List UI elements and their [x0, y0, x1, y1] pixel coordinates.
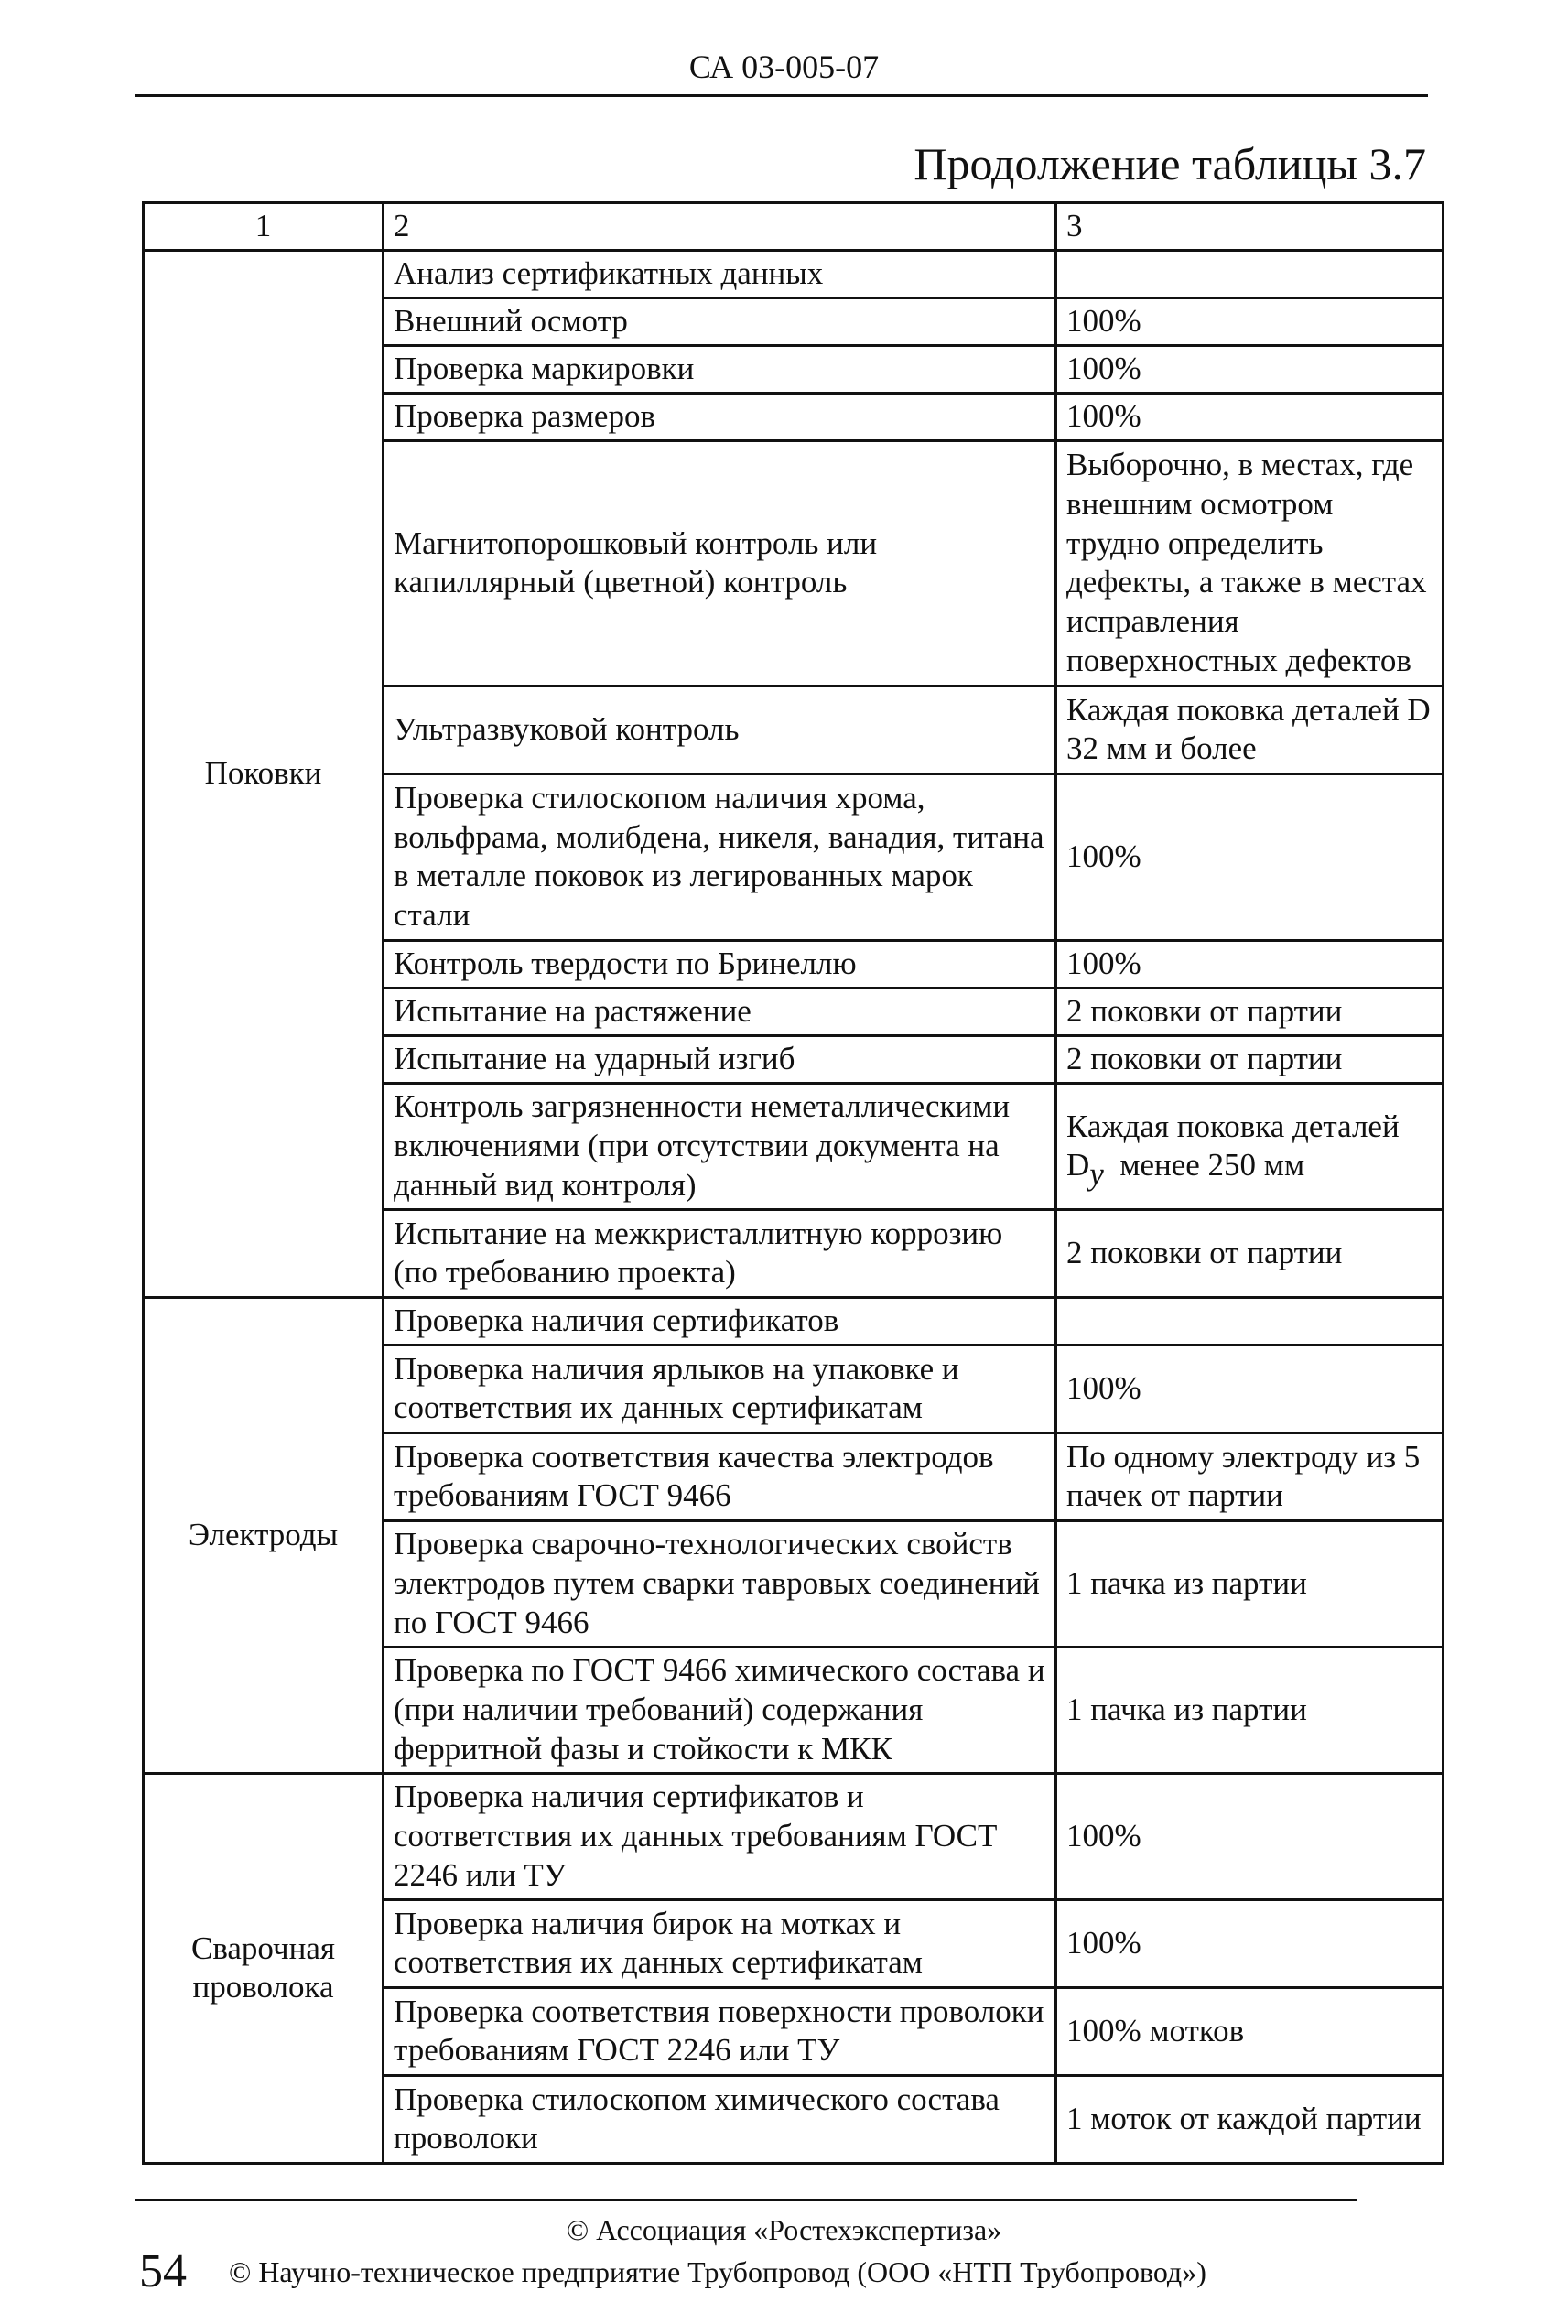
- check-cell: Ультразвуковой контроль: [384, 686, 1056, 773]
- check-cell: Проверка наличия ярлыков на упаковке и соответствия их данных сертификатам: [384, 1345, 1056, 1432]
- scope-cell: 100%: [1056, 393, 1444, 440]
- group-label-forgings: Поковки: [144, 250, 384, 1297]
- inspection-table: [142, 201, 1444, 2165]
- group-label-welding-wire: Сварочная проволока: [144, 1773, 384, 2163]
- table-row: [144, 1297, 1444, 1345]
- scope-cell: Каждая поковка деталей D 32 мм и более: [1056, 686, 1444, 773]
- diameter-subscript: y: [1089, 1156, 1104, 1193]
- diameter-symbol: D: [1066, 1147, 1090, 1184]
- check-cell: Проверка стилоскопом химического состава проволоки: [384, 2075, 1056, 2163]
- check-cell: Проверка соответствия качества электродов требованиям ГОСТ 9466: [384, 1432, 1056, 1520]
- scope-cell: 100%: [1056, 1899, 1444, 1987]
- table-caption: Продолжение таблицы 3.7: [914, 138, 1426, 189]
- check-cell: Проверка размеров: [384, 393, 1056, 440]
- table-header-row: [144, 203, 1444, 251]
- column-header: 1: [144, 203, 384, 251]
- check-cell: Испытание на межкристаллитную коррозию (по требованию проекта): [384, 1209, 1056, 1297]
- scope-cell: 2 поковки от партии: [1056, 1209, 1444, 1297]
- scope-cell: 2 поковки от партии: [1056, 1035, 1444, 1083]
- scope-cell: 100%: [1056, 1773, 1444, 1899]
- footer-rule: [135, 2199, 1357, 2201]
- diameter-limit: менее 250 мм: [1119, 1147, 1305, 1184]
- check-cell: Контроль загрязненности неметаллическими включениями (при отсутствии документа на данный вид контроля): [384, 1083, 1056, 1209]
- column-header: 2: [384, 203, 1056, 251]
- scope-cell: 1 моток от каждой партии: [1056, 2075, 1444, 2163]
- check-cell: Внешний осмотр: [384, 297, 1056, 345]
- scope-cell: 1 пачка из партии: [1056, 1647, 1444, 1773]
- check-cell: Проверка по ГОСТ 9466 химического состава и (при наличии требований) содержания ферритной фазы и стойкости к МКК: [384, 1647, 1056, 1773]
- copyright-association: © Ассоциация «Ростехэкспертиза»: [566, 2213, 1002, 2246]
- table-row: [144, 250, 1444, 297]
- scope-cell: 100%: [1056, 940, 1444, 988]
- copyright-enterprise: © Научно-техническое предприятие Трубопровод (ООО «НТП Трубопровод»): [229, 2255, 1206, 2288]
- scope-cell: [1056, 1297, 1444, 1345]
- scope-cell: [1056, 250, 1444, 297]
- scope-cell: [1056, 1083, 1444, 1209]
- group-label-electrodes: Электроды: [144, 1297, 384, 1773]
- check-cell: Контроль твердости по Бринеллю: [384, 940, 1056, 988]
- scope-cell: 100%: [1056, 297, 1444, 345]
- check-cell: Проверка маркировки: [384, 345, 1056, 393]
- check-cell: Проверка наличия сертификатов и соответствия их данных требованиям ГОСТ 2246 или ТУ: [384, 1773, 1056, 1899]
- scope-cell: 100%: [1056, 345, 1444, 393]
- scope-cell: 100%: [1056, 773, 1444, 940]
- check-cell: Испытание на растяжение: [384, 988, 1056, 1035]
- column-header: 3: [1056, 203, 1444, 251]
- check-cell: Магнитопорошковый контроль или капиллярный (цветной) контроль: [384, 440, 1056, 686]
- check-cell: Проверка сварочно-технологических свойств электродов путем сварки тавровых соединений по ГОСТ 9466: [384, 1520, 1056, 1647]
- scope-diameter-line: [1066, 1146, 1433, 1193]
- check-cell: Проверка наличия бирок на мотках и соответствия их данных сертификатам: [384, 1899, 1056, 1987]
- scope-cell: Выборочно, в местах, где внешним осмотром трудно определить дефекты, а также в местах исправления поверхностных дефектов: [1056, 440, 1444, 686]
- table-row: [144, 1773, 1444, 1899]
- page-number: 54: [139, 2245, 187, 2297]
- scope-cell: 1 пачка из партии: [1056, 1520, 1444, 1647]
- scope-text: Каждая поковка деталей: [1066, 1108, 1400, 1144]
- check-cell: Анализ сертификатных данных: [384, 250, 1056, 297]
- check-cell: Проверка соответствия поверхности проволоки требованиям ГОСТ 2246 или ТУ: [384, 1987, 1056, 2075]
- scope-cell: 2 поковки от партии: [1056, 988, 1444, 1035]
- scope-cell: 100%: [1056, 1345, 1444, 1432]
- check-cell: Проверка наличия сертификатов: [384, 1297, 1056, 1345]
- scope-cell: 100% мотков: [1056, 1987, 1444, 2075]
- scope-cell: По одному электроду из 5 пачек от партии: [1056, 1432, 1444, 1520]
- check-cell: Проверка стилоскопом наличия хрома, вольфрама, молибдена, никеля, ванадия, титана в металле поковок из легированных марок стали: [384, 773, 1056, 940]
- header-rule: [135, 94, 1428, 97]
- document-code: СА 03-005-07: [688, 49, 880, 85]
- check-cell: Испытание на ударный изгиб: [384, 1035, 1056, 1083]
